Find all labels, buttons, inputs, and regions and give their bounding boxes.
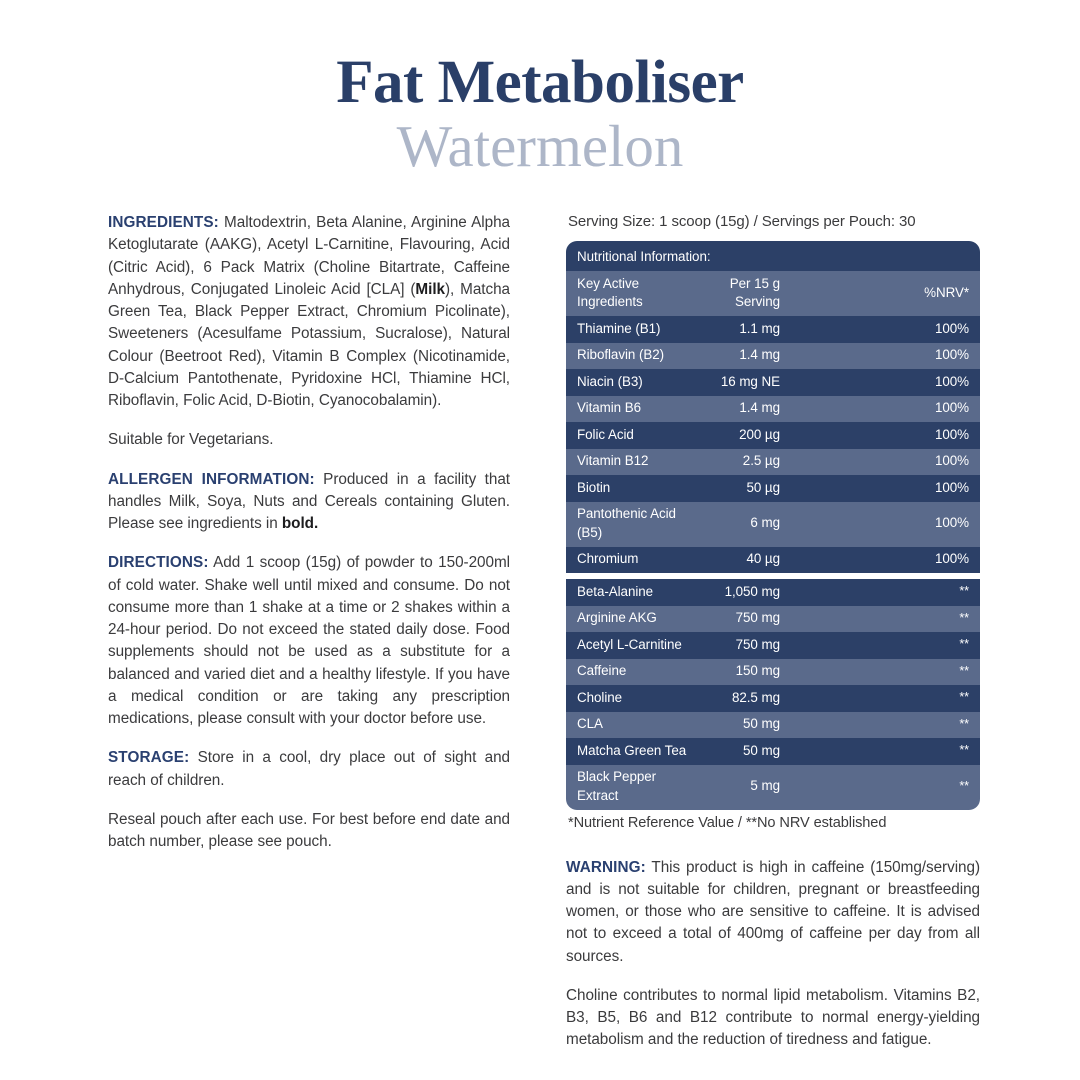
row-nrv: 100% (934, 373, 969, 389)
ingredients-allergen-milk: Milk (415, 280, 445, 298)
row-amount: 1.4 mg (739, 347, 780, 362)
row-amount: 200 µg (739, 426, 780, 442)
row-nrv: 100% (934, 400, 969, 415)
row-name: Black Pepper Extract (577, 769, 657, 803)
header-per-serving: Per 15 g Serving (729, 275, 780, 309)
allergen-text: Produced in a facility that handles Milk, Soya, Nuts and Cereals containing Gluten. Please see ingredients in (108, 470, 510, 532)
row-nrv: ** (959, 637, 969, 652)
ingredients-heading: INGREDIENTS: (108, 214, 219, 231)
warning-text: This product is high in caffeine (150mg/serving) and is not suitable for children, pregnant or breastfeeding women, or those who are sensitive to caffeine. It is advised not to exceed a total of 400mg of caffeine per day from all sources. (566, 858, 980, 965)
allergen-paragraph (108, 469, 510, 536)
row-amount: 150 mg (735, 663, 780, 678)
row-nrv: 100% (934, 320, 969, 336)
row-name: Pantothenic Acid (B5) (577, 506, 676, 540)
header-ingredient: Key Active Ingredients (577, 275, 643, 309)
header-nrv: %NRV* (924, 284, 969, 300)
row-name: CLA (577, 716, 603, 731)
directions-paragraph (108, 552, 510, 730)
storage-paragraph (108, 747, 510, 792)
row-amount: 50 µg (746, 479, 780, 495)
content-columns (0, 212, 1080, 1052)
row-amount: 16 mg NE (720, 373, 780, 389)
row-nrv: 100% (934, 515, 969, 531)
row-name: Acetyl L-Carnitine (577, 636, 682, 652)
row-name: Riboflavin (B2) (577, 347, 665, 362)
nrv-footnote: *Nutrient Reference Value / **No NRV established (568, 814, 887, 831)
row-nrv: ** (959, 610, 969, 625)
table-row (566, 738, 980, 765)
allergen-bold-word: bold. (281, 515, 319, 532)
nutritional-information-label: Nutritional Information: (577, 248, 711, 264)
ingredients-text-part2: ), Matcha Green Tea, Black Pepper Extract, Chromium Picolinate), Sweeteners (Acesulfame Potassium, Sucralose), Natural Colour (Beetroot Red), Vitamin B Complex (Nicotinamide, D-Calcium Pantothenate, Pyridoxine HCl, Thiamine HCl, Riboflavin, Folic Acid, D-Biotin, Cyanocobalamin). (108, 280, 510, 409)
table-row (566, 579, 980, 606)
vegetarian-note: Suitable for Vegetarians. (108, 431, 274, 449)
table-row (566, 422, 980, 449)
table-row (566, 606, 980, 633)
row-nrv: 100% (934, 551, 969, 566)
ingredients-text-part1: Maltodextrin, Beta Alanine, Arginine Alpha Ketoglutarate (AAKG), Acetyl L-Carnitine, Flavouring, Acid (Citric Acid), 6 Pack Matrix (Choline Bitartrate, Caffeine Anhydrous, Conjugated Linoleic Acid [CLA] ( (108, 214, 510, 298)
row-nrv: ** (959, 584, 969, 599)
row-amount: 50 mg (743, 742, 780, 758)
table-row (566, 685, 980, 712)
left-column (108, 212, 510, 1052)
table-row (566, 712, 980, 739)
row-amount: 5 mg (750, 778, 780, 794)
row-amount: 750 mg (735, 610, 780, 625)
row-nrv: 100% (934, 479, 969, 495)
row-amount: 1.1 mg (739, 320, 780, 336)
row-name: Chromium (577, 551, 639, 566)
table-row (566, 632, 980, 659)
row-nrv: 100% (934, 347, 969, 362)
ingredients-paragraph (108, 212, 510, 412)
table-row (566, 547, 980, 574)
row-amount: 40 µg (746, 551, 780, 566)
table-row (566, 659, 980, 686)
table-row (566, 449, 980, 476)
row-name: Thiamine (B1) (577, 320, 661, 336)
storage-heading: STORAGE: (108, 749, 190, 767)
row-nrv: 100% (934, 426, 969, 442)
row-name: Caffeine (577, 663, 627, 678)
row-amount: 1.4 mg (739, 400, 780, 415)
row-nrv: ** (959, 690, 969, 705)
table-header-row (566, 271, 980, 316)
nutrition-table-body (566, 241, 980, 810)
row-nrv: ** (959, 778, 969, 793)
table-title-row (566, 241, 980, 272)
row-name: Beta-Alanine (577, 583, 654, 599)
nutrition-table (566, 241, 980, 810)
row-name: Niacin (B3) (577, 373, 643, 389)
product-name: Fat Metaboliser (336, 49, 744, 116)
table-row (566, 396, 980, 423)
warning-section (566, 857, 980, 1052)
row-name: Vitamin B6 (577, 400, 642, 415)
row-nrv: ** (959, 716, 969, 731)
row-nrv: 100% (934, 453, 969, 468)
row-name: Matcha Green Tea (577, 742, 687, 758)
storage-text: Store in a cool, dry place out of sight and reach of children. (108, 749, 510, 789)
page-title (0, 0, 1080, 178)
right-column (566, 212, 980, 1052)
row-amount: 82.5 mg (731, 689, 780, 705)
row-nrv: ** (959, 743, 969, 758)
table-row (566, 369, 980, 396)
directions-text: Add 1 scoop (15g) of powder to 150-200ml of cold water. Shake well until mixed and consume. Do not consume more than 1 shake at a time or 2 shakes within a 24-hour period. Do not exceed the stated daily dose. Food supplements should not be used as a substitute for a balanced and varied diet and a healthy lifestyle. If you have a medical condition or are taking any prescription medications, please consult with your doctor before use. (108, 554, 510, 727)
table-row (566, 316, 980, 343)
serving-size-line: Serving Size: 1 scoop (15g) / Servings per Pouch: 30 (568, 213, 916, 230)
warning-paragraph (566, 857, 980, 968)
row-name: Arginine AKG (577, 610, 657, 625)
row-amount: 1,050 mg (724, 583, 780, 599)
nutrition-table-wrapper (566, 241, 980, 810)
row-amount: 50 mg (743, 716, 780, 731)
row-nrv: ** (959, 663, 969, 678)
row-amount: 2.5 µg (742, 453, 780, 468)
row-name: Folic Acid (577, 426, 634, 442)
product-flavour: Watermelon (396, 113, 684, 180)
table-row (566, 475, 980, 502)
health-claims-paragraph: Choline contributes to normal lipid metabolism. Vitamins B2, B3, B5, B6 and B12 contribute to normal energy-yielding metabolism and the reduction of tiredness and fatigue. (566, 986, 980, 1049)
table-row (566, 765, 980, 810)
warning-heading: WARNING: (566, 858, 646, 876)
row-name: Biotin (577, 479, 611, 495)
allergen-heading: ALLERGEN INFORMATION: (108, 470, 315, 488)
table-row (566, 343, 980, 370)
row-amount: 6 mg (750, 515, 780, 531)
row-name: Vitamin B12 (577, 453, 649, 468)
directions-heading: DIRECTIONS: (108, 554, 209, 572)
row-name: Choline (577, 689, 623, 705)
row-amount: 750 mg (735, 636, 780, 652)
reseal-note: Reseal pouch after each use. For best before end date and batch number, please see pouch. (108, 810, 510, 850)
table-row (566, 502, 980, 547)
